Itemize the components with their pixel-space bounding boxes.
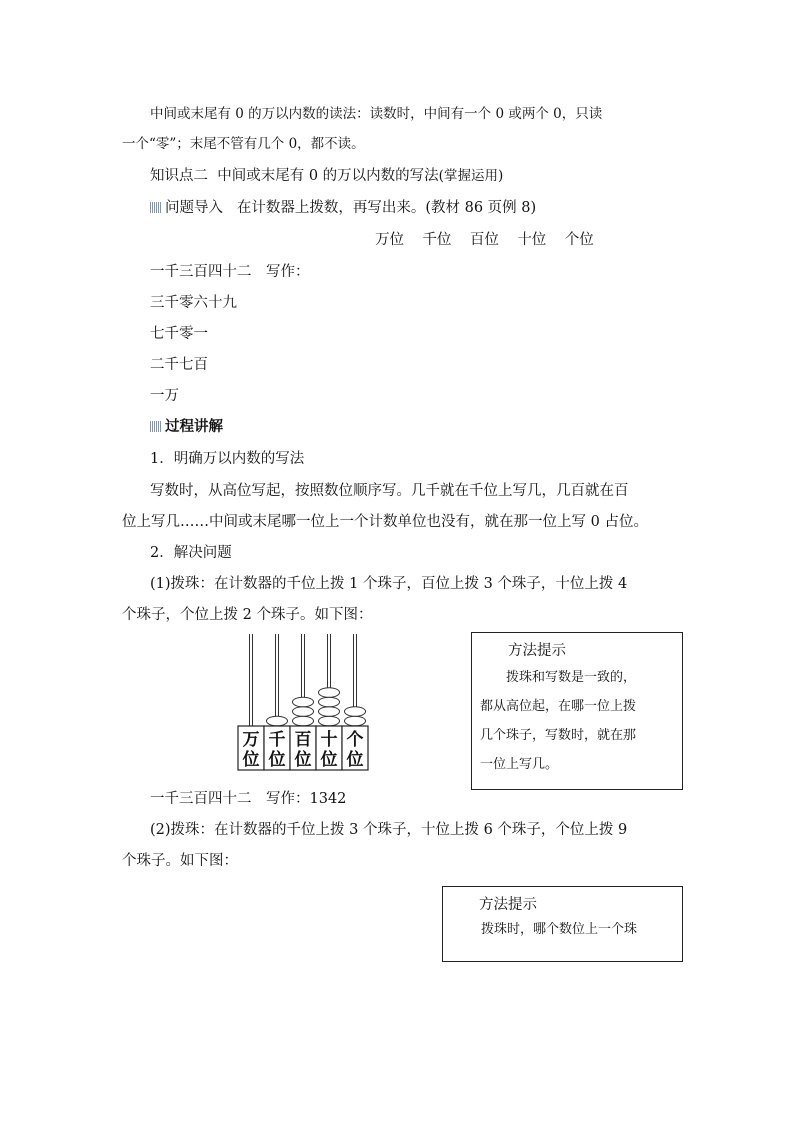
method-tip-body bbox=[481, 915, 676, 944]
abacus-place-label: 万 bbox=[242, 730, 260, 750]
step2-result: 一千三百四十二 写作：1342 bbox=[150, 791, 347, 807]
step1-line-2: 位上写几……中间或末尾哪一位上一个计数单位也没有，就在那一位上写 0 占位。 bbox=[122, 514, 648, 530]
step2-p2-line-2: 个珠子。如下图： bbox=[122, 853, 238, 869]
exercise-line: 一万 bbox=[150, 388, 179, 404]
method-tip-title: 方法提示 bbox=[508, 643, 566, 659]
question-label: 问题导入 bbox=[165, 200, 223, 216]
intro-line-1: 中间或末尾有 0 的万以内数的读法：读数时，中间有一个 0 或两个 0，只读 bbox=[150, 106, 603, 122]
header-col-wan: 万位 bbox=[375, 232, 404, 248]
abacus-place-label: 个 bbox=[346, 730, 364, 750]
step2-p1-line-1: (1)拨珠：在计数器的千位上拨 1 个珠子，百位上拨 3 个珠子，十位上拨 4 bbox=[150, 576, 628, 592]
method-tip-line: 都从高位起，在哪一位上拨 bbox=[480, 699, 637, 714]
exercise-line: 三千零六十九 bbox=[150, 295, 237, 311]
abacus-place-label: 位 bbox=[346, 750, 364, 770]
knowledge-point-heading bbox=[150, 166, 503, 186]
method-tip-line: 拨珠和写数是一致的， bbox=[506, 670, 637, 685]
abacus-bead bbox=[293, 697, 314, 707]
abacus-bead bbox=[345, 707, 366, 717]
step1-title: 1．明确万以内数的写法 bbox=[150, 451, 305, 467]
exercise-line: 七千零一 bbox=[150, 326, 208, 342]
method-tip-title: 方法提示 bbox=[479, 897, 537, 913]
abacus-bead bbox=[267, 716, 288, 726]
step2-p1-line-2: 个珠子，个位上拨 2 个珠子。如下图： bbox=[122, 607, 373, 623]
header-col-qian: 千位 bbox=[422, 232, 452, 248]
place-value-header bbox=[375, 230, 594, 250]
abacus-place-label: 位 bbox=[320, 750, 338, 770]
section-marker-icon bbox=[150, 202, 161, 213]
method-tip-box bbox=[442, 886, 683, 962]
exercise-line: 二千七百 bbox=[150, 357, 208, 373]
process-heading bbox=[150, 417, 223, 437]
question-text: 在计数器上拨数，再写出来。(教材 86 页例 8) bbox=[236, 200, 537, 216]
method-tip-line: 一位上写几。 bbox=[480, 757, 559, 772]
abacus-place-label: 百 bbox=[294, 730, 312, 750]
abacus-place-label: 十 bbox=[320, 730, 338, 750]
abacus-place-label: 千 bbox=[268, 730, 286, 750]
method-tip-line: 几个珠子，写数时，就在那 bbox=[480, 728, 637, 743]
knowledge-point-title: 中间或末尾有 0 的万以内数的写法 bbox=[217, 168, 439, 184]
header-col-ge: 个位 bbox=[564, 232, 594, 248]
step2-p2-line-1: (2)拨珠：在计数器的千位上拨 3 个珠子，十位上拨 6 个珠子，个位上拨 9 bbox=[150, 822, 628, 838]
abacus-figure bbox=[230, 630, 380, 775]
abacus-place-label: 位 bbox=[268, 750, 286, 770]
abacus-bead bbox=[319, 688, 340, 698]
intro-line-2: 一个“零”；末尾不管有几个 0，都不读。 bbox=[122, 136, 365, 152]
abacus-place-label: 位 bbox=[242, 750, 260, 770]
header-col-bai: 百位 bbox=[469, 232, 499, 248]
abacus-bead bbox=[319, 707, 340, 717]
header-col-shi: 十位 bbox=[517, 232, 547, 248]
abacus-place-label: 位 bbox=[294, 750, 312, 770]
knowledge-point-label: 知识点二 bbox=[150, 168, 208, 184]
knowledge-point-note: (掌握运用) bbox=[438, 168, 504, 184]
abacus-bead bbox=[293, 716, 314, 726]
abacus-bead bbox=[293, 707, 314, 717]
method-tip-line: 拨珠时，哪个数位上一个珠 bbox=[481, 922, 638, 937]
step1-line-1: 写数时，从高位写起，按照数位顺序写。几千就在千位上写几，几百就在百 bbox=[150, 483, 629, 499]
abacus-bead bbox=[345, 716, 366, 726]
exercise-line: 一千三百四十二 写作： bbox=[150, 264, 310, 280]
process-label: 过程讲解 bbox=[165, 418, 223, 435]
method-tip-box bbox=[471, 632, 683, 790]
section-marker-icon bbox=[150, 421, 161, 432]
abacus-bead bbox=[319, 716, 340, 726]
step2-title: 2．解决问题 bbox=[150, 545, 232, 561]
abacus-bead bbox=[319, 697, 340, 707]
question-intro bbox=[150, 198, 536, 218]
method-tip-body bbox=[480, 663, 676, 779]
